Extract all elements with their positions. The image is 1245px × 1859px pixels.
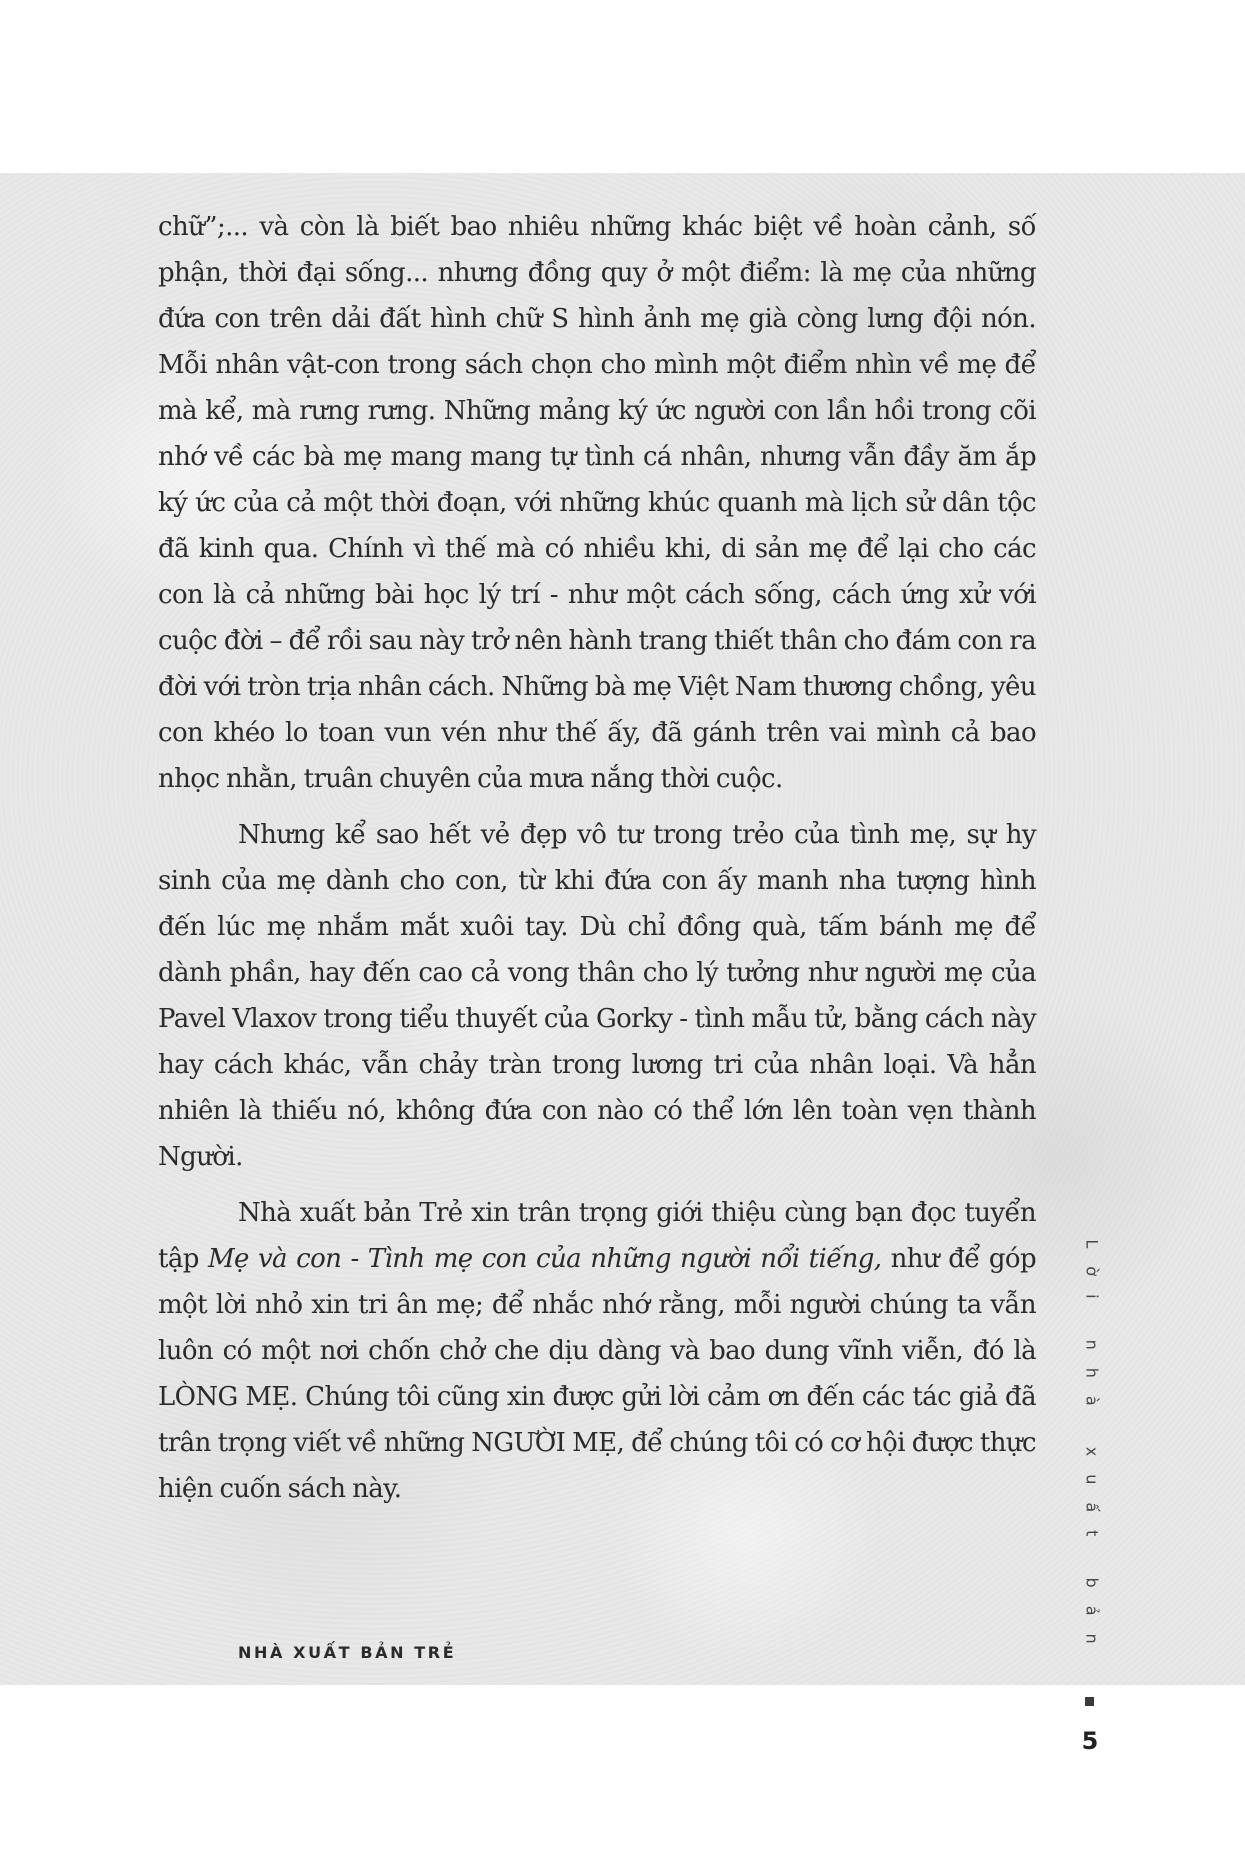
- page-number: 5: [1081, 1727, 1099, 1755]
- square-marker-icon: [1085, 1697, 1094, 1706]
- section-title-text: Lời nhà xuất bản: [1082, 1238, 1102, 1662]
- publisher-signature: NHÀ XUẤT BẢN TRẺ: [238, 1643, 457, 1662]
- body-text: [158, 204, 1036, 1522]
- paragraph-3-rest: như để góp một lời nhỏ xin tri ân mẹ; để nhắc nhớ rằng, mỗi người chúng ta vẫn luôn có một nơi chốn chở che dịu dàng và bao dung vĩnh viễn, đó là LÒNG MẸ. Chúng tôi cũng xin được gửi lời cảm ơn đến các tác giả đã trân trọng viết về những NGƯỜI MẸ, để chúng tôi có cơ hội được thực hiện cuốn sách này.: [158, 1244, 1036, 1504]
- paragraph-3-intro: Nhà xuất bản Trẻ xin trân trọng giới thiệu cùng bạn đọc tuyển tập: [158, 1198, 1036, 1274]
- paragraph-3: [158, 1190, 1036, 1512]
- book-title: Mẹ và con - Tình mẹ con của những người nổi tiếng,: [207, 1244, 882, 1274]
- paragraph-2: Nhưng kể sao hết vẻ đẹp vô tư trong trẻo của tình mẹ, sự hy sinh của mẹ dành cho con, từ khi đứa con ấy manh nha tượng hình đến lúc mẹ nhắm mắt xuôi tay. Dù chỉ đồng quà, tấm bánh mẹ để dành phần, hay đến cao cả vong thân cho lý tưởng như người mẹ của Pavel Vlaxov trong tiểu thuyết của Gorky - tình mẫu tử, bằng cách này hay cách khác, vẫn chảy tràn trong lương tri của nhân loại. Và hẳn nhiên là thiếu nó, không đứa con nào có thể lớn lên toàn vẹn thành Người.: [158, 820, 1036, 1172]
- paragraph-1: chữ”;... và còn là biết bao nhiêu những khác biệt về hoàn cảnh, số phận, thời đại sống... nhưng đồng quy ở một điểm: là mẹ của những đứa con trên dải đất hình chữ S hình ảnh mẹ già còng lưng đội nón. Mỗi nhân vật-con trong sách chọn cho mình một điểm nhìn về mẹ để mà kể, mà rưng rưng. Những mảng ký ức người con lần hồi trong cõi nhớ về các bà mẹ mang mang tự tình cá nhân, nhưng vẫn đầy ăm ắp ký ức của cả một thời đoạn, với những khúc quanh mà lịch sử dân tộc đã kinh qua. Chính vì thế mà có nhiều khi, di sản mẹ để lại cho các con là cả những bài học lý trí - như một cách sống, cách ứng xử với cuộc đời – để rồi sau này trở nên hành trang thiết thân cho đám con ra đời với tròn trịa nhân cách. Những bà mẹ Việt Nam thương chồng, yêu con khéo lo toan vun vén như thế ấy, đã gánh trên vai mình cả bao nhọc nhằn, truân chuyên của mưa nắng thời cuộc.: [158, 212, 1036, 794]
- vertical-section-title: [1080, 1240, 1104, 1660]
